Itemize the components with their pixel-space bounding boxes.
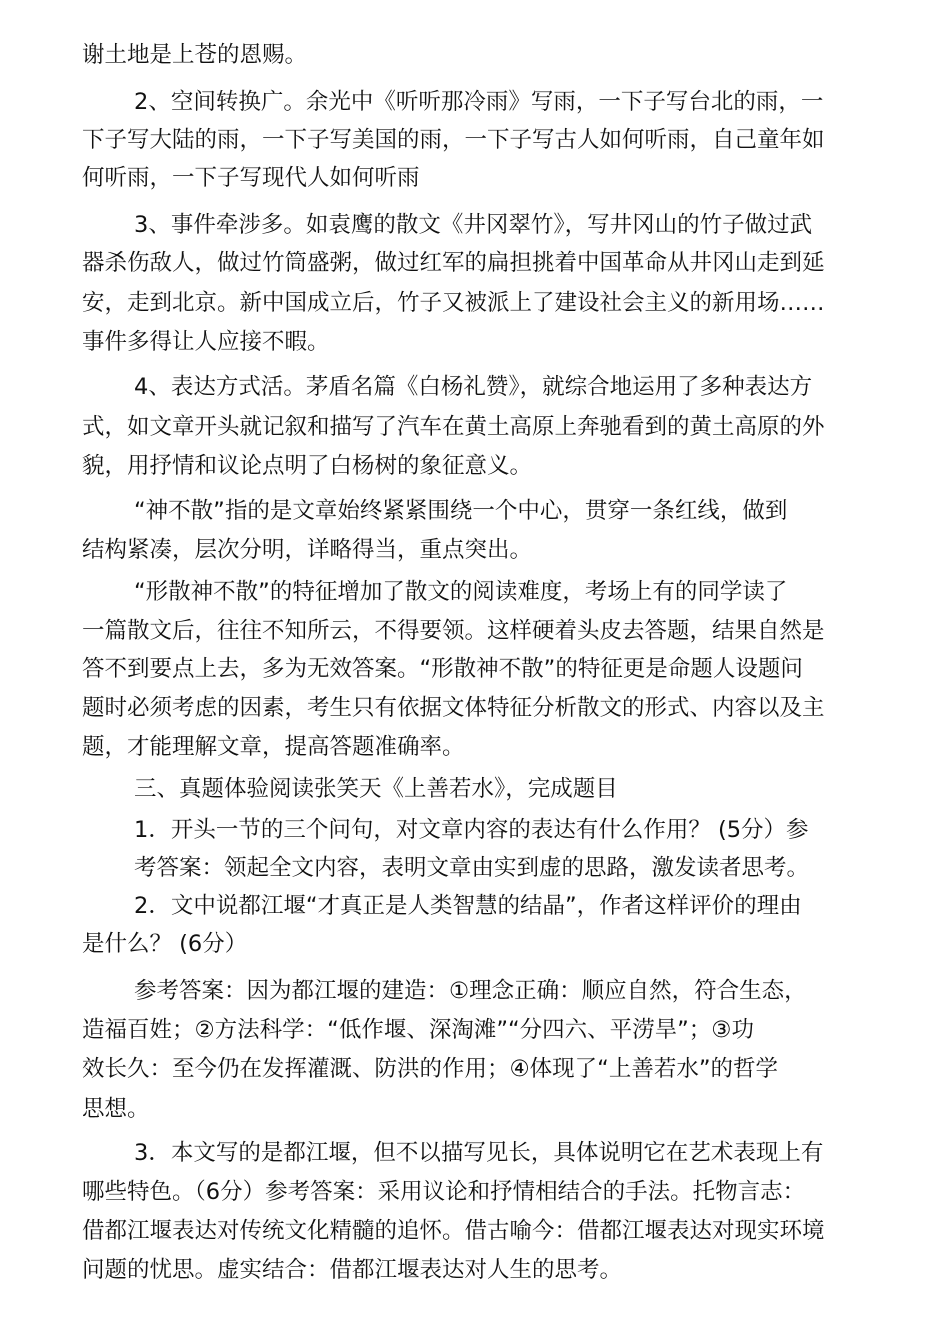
text-line: 题，才能理解文章，提高答题准确率。 — [82, 734, 465, 760]
text-line: 3．本文写的是都江堰，但不以描写见长，具体说明它在艺术表现上有 — [134, 1140, 824, 1166]
text-line: 结构紧凑，层次分明，详略得当，重点突出。 — [82, 537, 533, 563]
text-line: 2、空间转换广。余光中《听听那冷雨》写雨，一下子写台北的雨，一 — [134, 89, 824, 115]
text-line: 何听雨，一下子写现代人如何听雨 — [82, 165, 420, 191]
text-line: “神不散”指的是文章始终紧紧围绕一个中心，贯穿一条红线，做到 — [134, 498, 788, 524]
text-line: “形散神不散”的特征增加了散文的阅读难度，考场上有的同学读了 — [134, 579, 788, 605]
text-line: 一篇散文后，往往不知所云，不得要领。这样硬着头皮去答题，结果自然是 — [82, 618, 825, 644]
text-line: 是什么？ (6分） — [82, 931, 248, 957]
text-line: 哪些特色。（6分）参考答案：采用议论和抒情相结合的手法。托物言志： — [82, 1179, 806, 1205]
text-line: 参考答案：因为都江堰的建造：①理念正确：顺应自然，符合生态， — [134, 978, 807, 1004]
text-line: 4、表达方式活。茅盾名篇《白杨礼赞》，就综合地运用了多种表达方 — [134, 374, 813, 400]
text-line: 3、事件牵涉多。如袁鹰的散文《井冈翠竹》，写井冈山的竹子做过武 — [134, 212, 813, 238]
text-line: 器杀伤敌人，做过竹筒盛粥，做过红军的扁担挑着中国革命从井冈山走到延 — [82, 250, 825, 276]
text-line: 答不到要点上去，多为无效答案。“形散神不散”的特征更是命题人设题问 — [82, 656, 803, 682]
text-line: 借都江堰表达对传统文化精髓的追怀。借古喻今：借都江堰表达对现实环境 — [82, 1218, 825, 1244]
text-line: 效长久：至今仍在发挥灌溉、防洪的作用；④体现了“上善若水”的哲学 — [82, 1056, 778, 1082]
text-line: 思想。 — [82, 1096, 150, 1122]
text-line: 题时必须考虑的因素，考生只有依据文体特征分析散文的形式、内容以及主 — [82, 695, 825, 721]
text-line: 安，走到北京。新中国成立后，竹子又被派上了建设社会主义的新用场…… — [82, 290, 825, 316]
text-line: 问题的忧思。虚实结合：借都江堰表达对人生的思考。 — [82, 1257, 623, 1283]
text-line: 造福百姓；②方法科学：“低作堰、深淘滩”“分四六、平涝旱”；③功 — [82, 1017, 754, 1043]
text-line: 式，如文章开头就记叙和描写了汽车在黄土高原上奔驰看到的黄土高原的外 — [82, 414, 825, 440]
text-line: 2．文中说都江堰“才真正是人类智慧的结晶”，作者这样评价的理由 — [134, 893, 802, 919]
text-line: 谢土地是上苍的恩赐。 — [82, 42, 308, 68]
text-line: 下子写大陆的雨，一下子写美国的雨，一下子写古人如何听雨，自己童年如 — [82, 127, 825, 153]
text-line: 事件多得让人应接不暇。 — [82, 329, 330, 355]
text-line: 貌，用抒情和议论点明了白杨树的象征意义。 — [82, 453, 533, 479]
text-line: 考答案：领起全文内容，表明文章由实到虚的思路，激发读者思考。 — [134, 855, 810, 881]
text-line: 1．开头一节的三个问句，对文章内容的表达有什么作用？ (5分）参 — [134, 817, 809, 843]
text-line: 三、真题体验阅读张笑天《上善若水》，完成题目 — [134, 776, 618, 802]
